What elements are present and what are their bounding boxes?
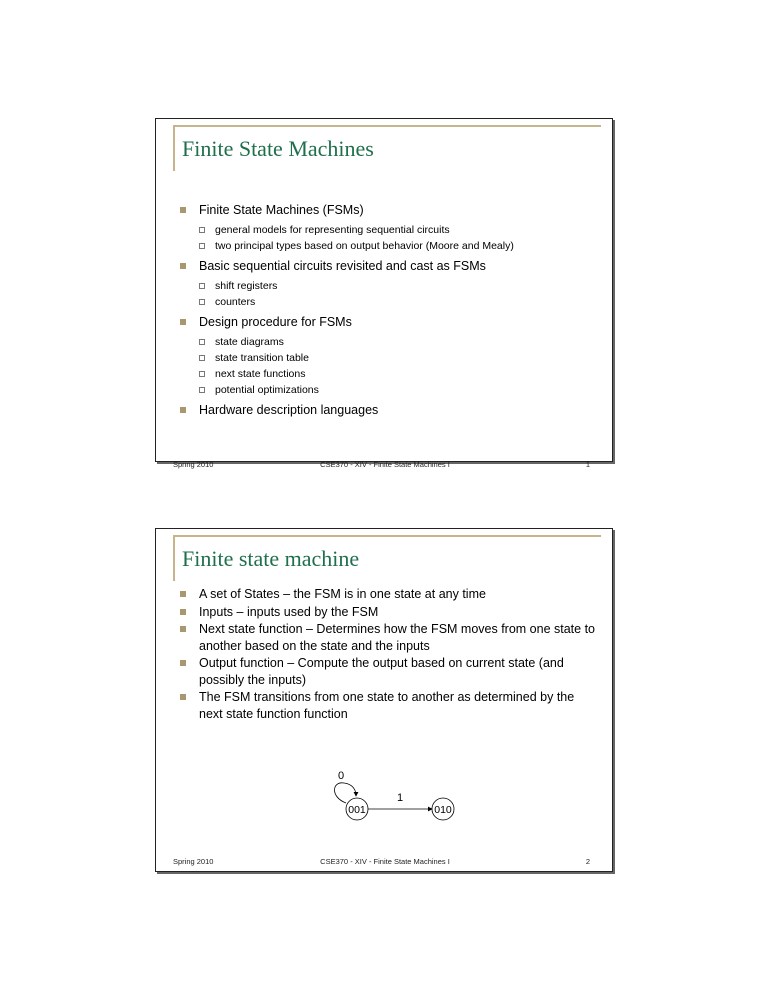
- bullet-item: Next state function – Determines how the FSM moves from one state to another based on the state and the inputs: [180, 621, 595, 654]
- state-label-010: 010: [434, 804, 452, 816]
- bullet-text: Basic sequential circuits revisited and cast as FSMs: [199, 259, 486, 273]
- title-rule-vertical: [173, 125, 175, 171]
- bullet-list: [180, 586, 595, 723]
- slide-title: Finite state machine: [182, 546, 360, 571]
- sub-bullet-item: shift registers: [199, 278, 514, 294]
- bullet-item: [180, 202, 514, 218]
- title-rule-horizontal: [173, 535, 601, 537]
- self-loop-label: 0: [338, 770, 345, 782]
- sub-bullet-item: general models for representing sequential circuits: [199, 222, 514, 238]
- title-rule-horizontal: [173, 125, 601, 127]
- sub-bullet-item: counters: [199, 294, 514, 310]
- transition-label: 1: [397, 792, 404, 804]
- page-number: 2: [585, 857, 590, 866]
- sub-bullet-list: [180, 222, 514, 254]
- bullet-item: A set of States – the FSM is in one state at any time: [180, 586, 595, 603]
- bullet-item: Output function – Compute the output based on current state (and possibly the inputs): [180, 655, 595, 688]
- slide-2: [155, 528, 613, 872]
- sub-bullet-item: state transition table: [199, 350, 514, 366]
- sub-bullet-item: state diagrams: [199, 334, 514, 350]
- slide-1: [155, 118, 613, 469]
- sub-bullet-item: two principal types based on output behavior (Moore and Mealy): [199, 238, 514, 254]
- bullet-item: [180, 402, 514, 418]
- bullet-text: Design procedure for FSMs: [199, 315, 352, 329]
- bullet-item: Inputs – inputs used by the FSM: [180, 604, 595, 621]
- bullet-text: Hardware description languages: [199, 403, 379, 417]
- sub-bullet-list: [180, 278, 514, 310]
- page-number: 1: [585, 460, 590, 469]
- footer-course: CSE370 - XIV - Finite State Machines I: [320, 857, 450, 866]
- state-label-001: 001: [348, 804, 366, 816]
- bullet-text: Finite State Machines (FSMs): [199, 203, 364, 217]
- bullet-list: [180, 202, 514, 422]
- bullet-item: [180, 314, 514, 330]
- state-diagram: [326, 767, 456, 827]
- bullet-item: [180, 258, 514, 274]
- footer-date: Spring 2010: [173, 460, 214, 469]
- sub-bullet-item: next state functions: [199, 366, 514, 382]
- title-rule-vertical: [173, 535, 175, 581]
- slide-title: Finite State Machines: [182, 136, 374, 161]
- sub-bullet-list: [180, 334, 514, 398]
- bullet-item: The FSM transitions from one state to another as determined by the next state function function: [180, 689, 595, 722]
- sub-bullet-item: potential optimizations: [199, 382, 514, 398]
- footer-course: CSE370 - XIV - Finite State Machines I: [320, 460, 450, 469]
- footer-date: Spring 2010: [173, 857, 214, 866]
